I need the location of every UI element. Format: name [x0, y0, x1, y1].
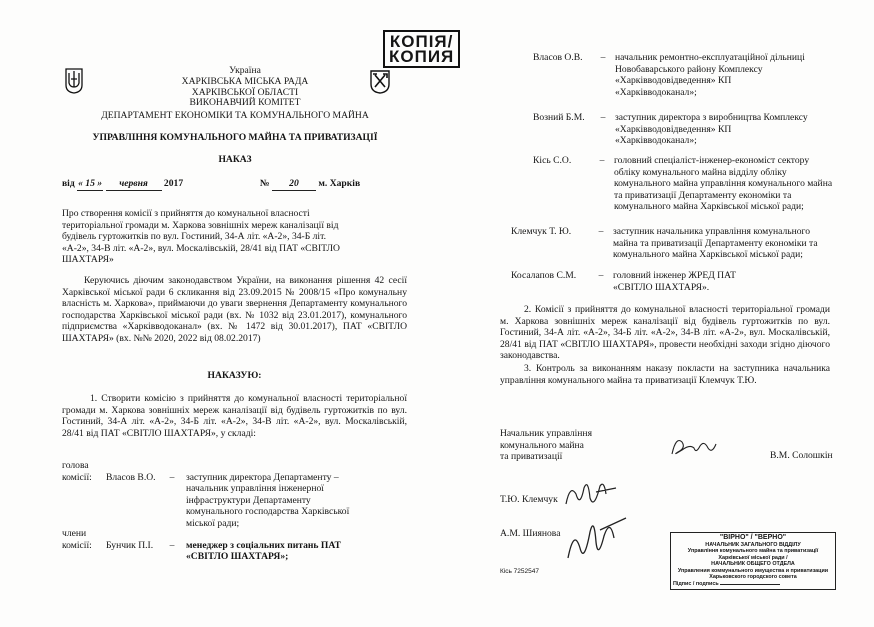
member-dash: – [169, 539, 175, 551]
member-dash: – [600, 112, 606, 123]
members-role-line2: комісії: [62, 539, 92, 551]
member-dash: – [598, 226, 604, 237]
order-item-1: 1. Створити комісію з прийняття до комунальної власності територіальної громади м. Харкова зовнішніх мереж каналізації від будівель гуртожитків по вул. Гостиний, 34-А літ. «А-2», 34-Б літ. «А-2», 34-В літ. «А-2», вул. Москалівській, 28/41 від ПАТ «СВІТЛО ШАХТАРЯ», у складі: [62, 393, 407, 439]
member-item [511, 270, 831, 293]
member-position: заступник директора з виробництва Комплексу «Харківводовідведення» КП «Харківводоканал»; [615, 112, 808, 147]
office-title: УПРАВЛІННЯ КОМУНАЛЬНОГО МАЙНА ТА ПРИВАТИЗАЦІЇ [92, 132, 378, 143]
member-name: Кісь С.О. [533, 155, 572, 166]
copy-stamp-line1: КОПІЯ/ [389, 32, 454, 51]
member-dash: – [598, 270, 604, 281]
preamble: Керуючись діючим законодавством України, на виконання рішення 42 сесії Харківської міської ради 6 скликання від 23.09.2015 № 2008/15 «Про комунальну власність м. Харкова», приймаючи до уваги звернення Департаменту комунального господарства Харківської міської ради (вх. № 1032 від 23.01.2017), комунального підприємства «Харківводоканал» (вх. № 1472 від 30.01.2017), ПАТ «СВІТЛО ШАХТАРЯ» (вх. №№ 2020, 2022 від 08.02.2017) [62, 275, 407, 344]
number-label: № [259, 178, 270, 189]
region: ХАРКІВСЬКОЇ ОБЛАСТІ [191, 86, 299, 98]
true-copy-line2: Управління комунального майна та приватизації [687, 548, 819, 555]
true-copy-line6: Харьковского городского совета [709, 574, 797, 581]
member-name: Косалапов С.М. [511, 270, 577, 281]
true-copy-line4: НАЧАЛЬНИК ОБЩЕГО ОТДЕЛА [711, 561, 795, 568]
member-name: Власов О.В. [533, 52, 583, 63]
member-position: головний інженер ЖРЕД ПАТ «СВІТЛО ШАХТАРЯ». [613, 270, 737, 293]
commission-chair [62, 460, 422, 530]
chair-role-line2: комісії: [62, 471, 92, 483]
chair-name: Власов В.О. [106, 471, 156, 483]
date-month: червня [106, 178, 162, 191]
copy-stamp [383, 30, 460, 68]
true-copy-line1: НАЧАЛЬНИК ЗАГАЛЬНОГО ВІДДІЛУ [705, 542, 801, 548]
member-name: Бунчик П.І. [106, 539, 154, 551]
chair-role-line1: голова [62, 460, 89, 471]
signatory-name: В.М. Солошкін [770, 450, 833, 461]
order-number: 20 [272, 178, 316, 191]
commission-members [62, 528, 422, 563]
member-position: менеджер з соціальних питань ПАТ «СВІТЛО ШАХТАРЯ»; [186, 539, 341, 563]
letterhead [130, 66, 360, 109]
true-copy-line3: Харківської міської ради / [718, 554, 788, 561]
true-copy-line5: Управления коммунального имущества и приватизации [677, 567, 829, 574]
signatory-title-line1: Начальник управління [500, 428, 592, 439]
order-item-2: 2. Комісії з прийняття до комунальної власності територіальної громади м. Харкова зовнішніх мереж каналізації від будівель гуртожитків по вул. Гостиний, 34-А літ. «А-2», 34-Б літ. «А-2», 34-В літ. «А-2», вул. Москалівській, 28/41 від ПАТ «СВІТЛО ШАХТАРЯ», провести необхідні заходи згідно діючого законодавства. [500, 304, 830, 362]
executive-committee: ВИКОНАВЧИЙ КОМІТЕТ [189, 97, 301, 109]
city: м. Харків [318, 178, 361, 189]
member-item [511, 226, 831, 261]
true-copy-signature-row [673, 581, 833, 587]
chair-dash: – [169, 471, 175, 483]
department-title: ДЕПАРТАМЕНТ ЕКОНОМІКИ ТА КОМУНАЛЬНОГО МАЙНА [101, 110, 369, 121]
order-item-3: 3. Контроль за виконанням наказу покласти на заступника начальника управління комунального майна та приватизації Клемчук Т.Ю. [500, 363, 830, 386]
approval-name: Т.Ю. Клемчук [500, 494, 558, 505]
date-from-label: від [62, 178, 75, 189]
member-position: начальник ремонтно-експлуатаційної дільниці Новобаварського району Комплексу «Харківводовідведення» КП «Харківводоканал»; [615, 52, 805, 98]
city-council: ХАРКІВСЬКА МІСЬКА РАДА [181, 75, 309, 87]
head-signature-icon [668, 432, 718, 462]
date-line [62, 178, 412, 191]
document-type: НАКАЗ [218, 154, 252, 165]
member-position: головний спеціаліст-інженер-економіст сектору обліку комунального майна відділу обліку комунального майна управління комунального майна та приватизації Департаменту економіки та комунального майна Харківської міської ради; [613, 155, 833, 213]
member-item [533, 155, 833, 213]
member-dash: – [599, 155, 605, 166]
signatory-title-line2: комунального майна [500, 439, 584, 451]
true-copy-title: "ВІРНО" / "ВЕРНО" [719, 534, 787, 541]
members-role-line1: члени [62, 528, 87, 539]
approval-name: А.М. Шиянова [500, 528, 561, 539]
signatory-title [500, 428, 630, 463]
kharkiv-emblem-icon [370, 70, 390, 94]
true-copy-stamp [670, 532, 836, 590]
chair-position: заступник директора Департаменту – начальник управління інженерної інфраструктури Департаменту комунального господарства Харківської міської ради; [186, 471, 350, 529]
signatory-title-line3: та приватизації [500, 451, 563, 463]
member-name: Возний Б.М. [533, 112, 585, 123]
true-copy-signature-line [720, 584, 780, 585]
executor: Кісь 7252547 [500, 568, 539, 575]
copy-stamp-line2: КОПИЯ [389, 47, 455, 66]
date-year: 2017 [163, 178, 184, 189]
approval-signature-icon [560, 508, 630, 568]
order-word: НАКАЗУЮ: [207, 370, 262, 381]
member-item [533, 112, 833, 147]
member-name: Клемчук Т. Ю. [511, 226, 572, 237]
order-subject: Про створення комісії з прийняття до комунальної власності територіальної громади м. Харкова зовнішніх мереж каналізації від будівель гуртожитків по вул. Гостиний, 34-А літ. «А-2», 34-Б літ. «А-2», 34-В літ. «А-2», вул. Москалівській, 28/41 від ПАТ «СВІТЛО ШАХТАРЯ» [62, 208, 340, 266]
member-position: заступник начальника управління комунального майна та приватизації Департаменту економіки та комунального майна Харківської міської ради; [613, 226, 818, 261]
member-dash: – [600, 52, 606, 63]
member-item [533, 52, 833, 98]
country: Україна [229, 65, 261, 76]
true-copy-signature-label: Підпис / подпись [673, 581, 719, 588]
trident-emblem-icon [65, 68, 83, 94]
date-day: « 15 » [78, 178, 103, 189]
